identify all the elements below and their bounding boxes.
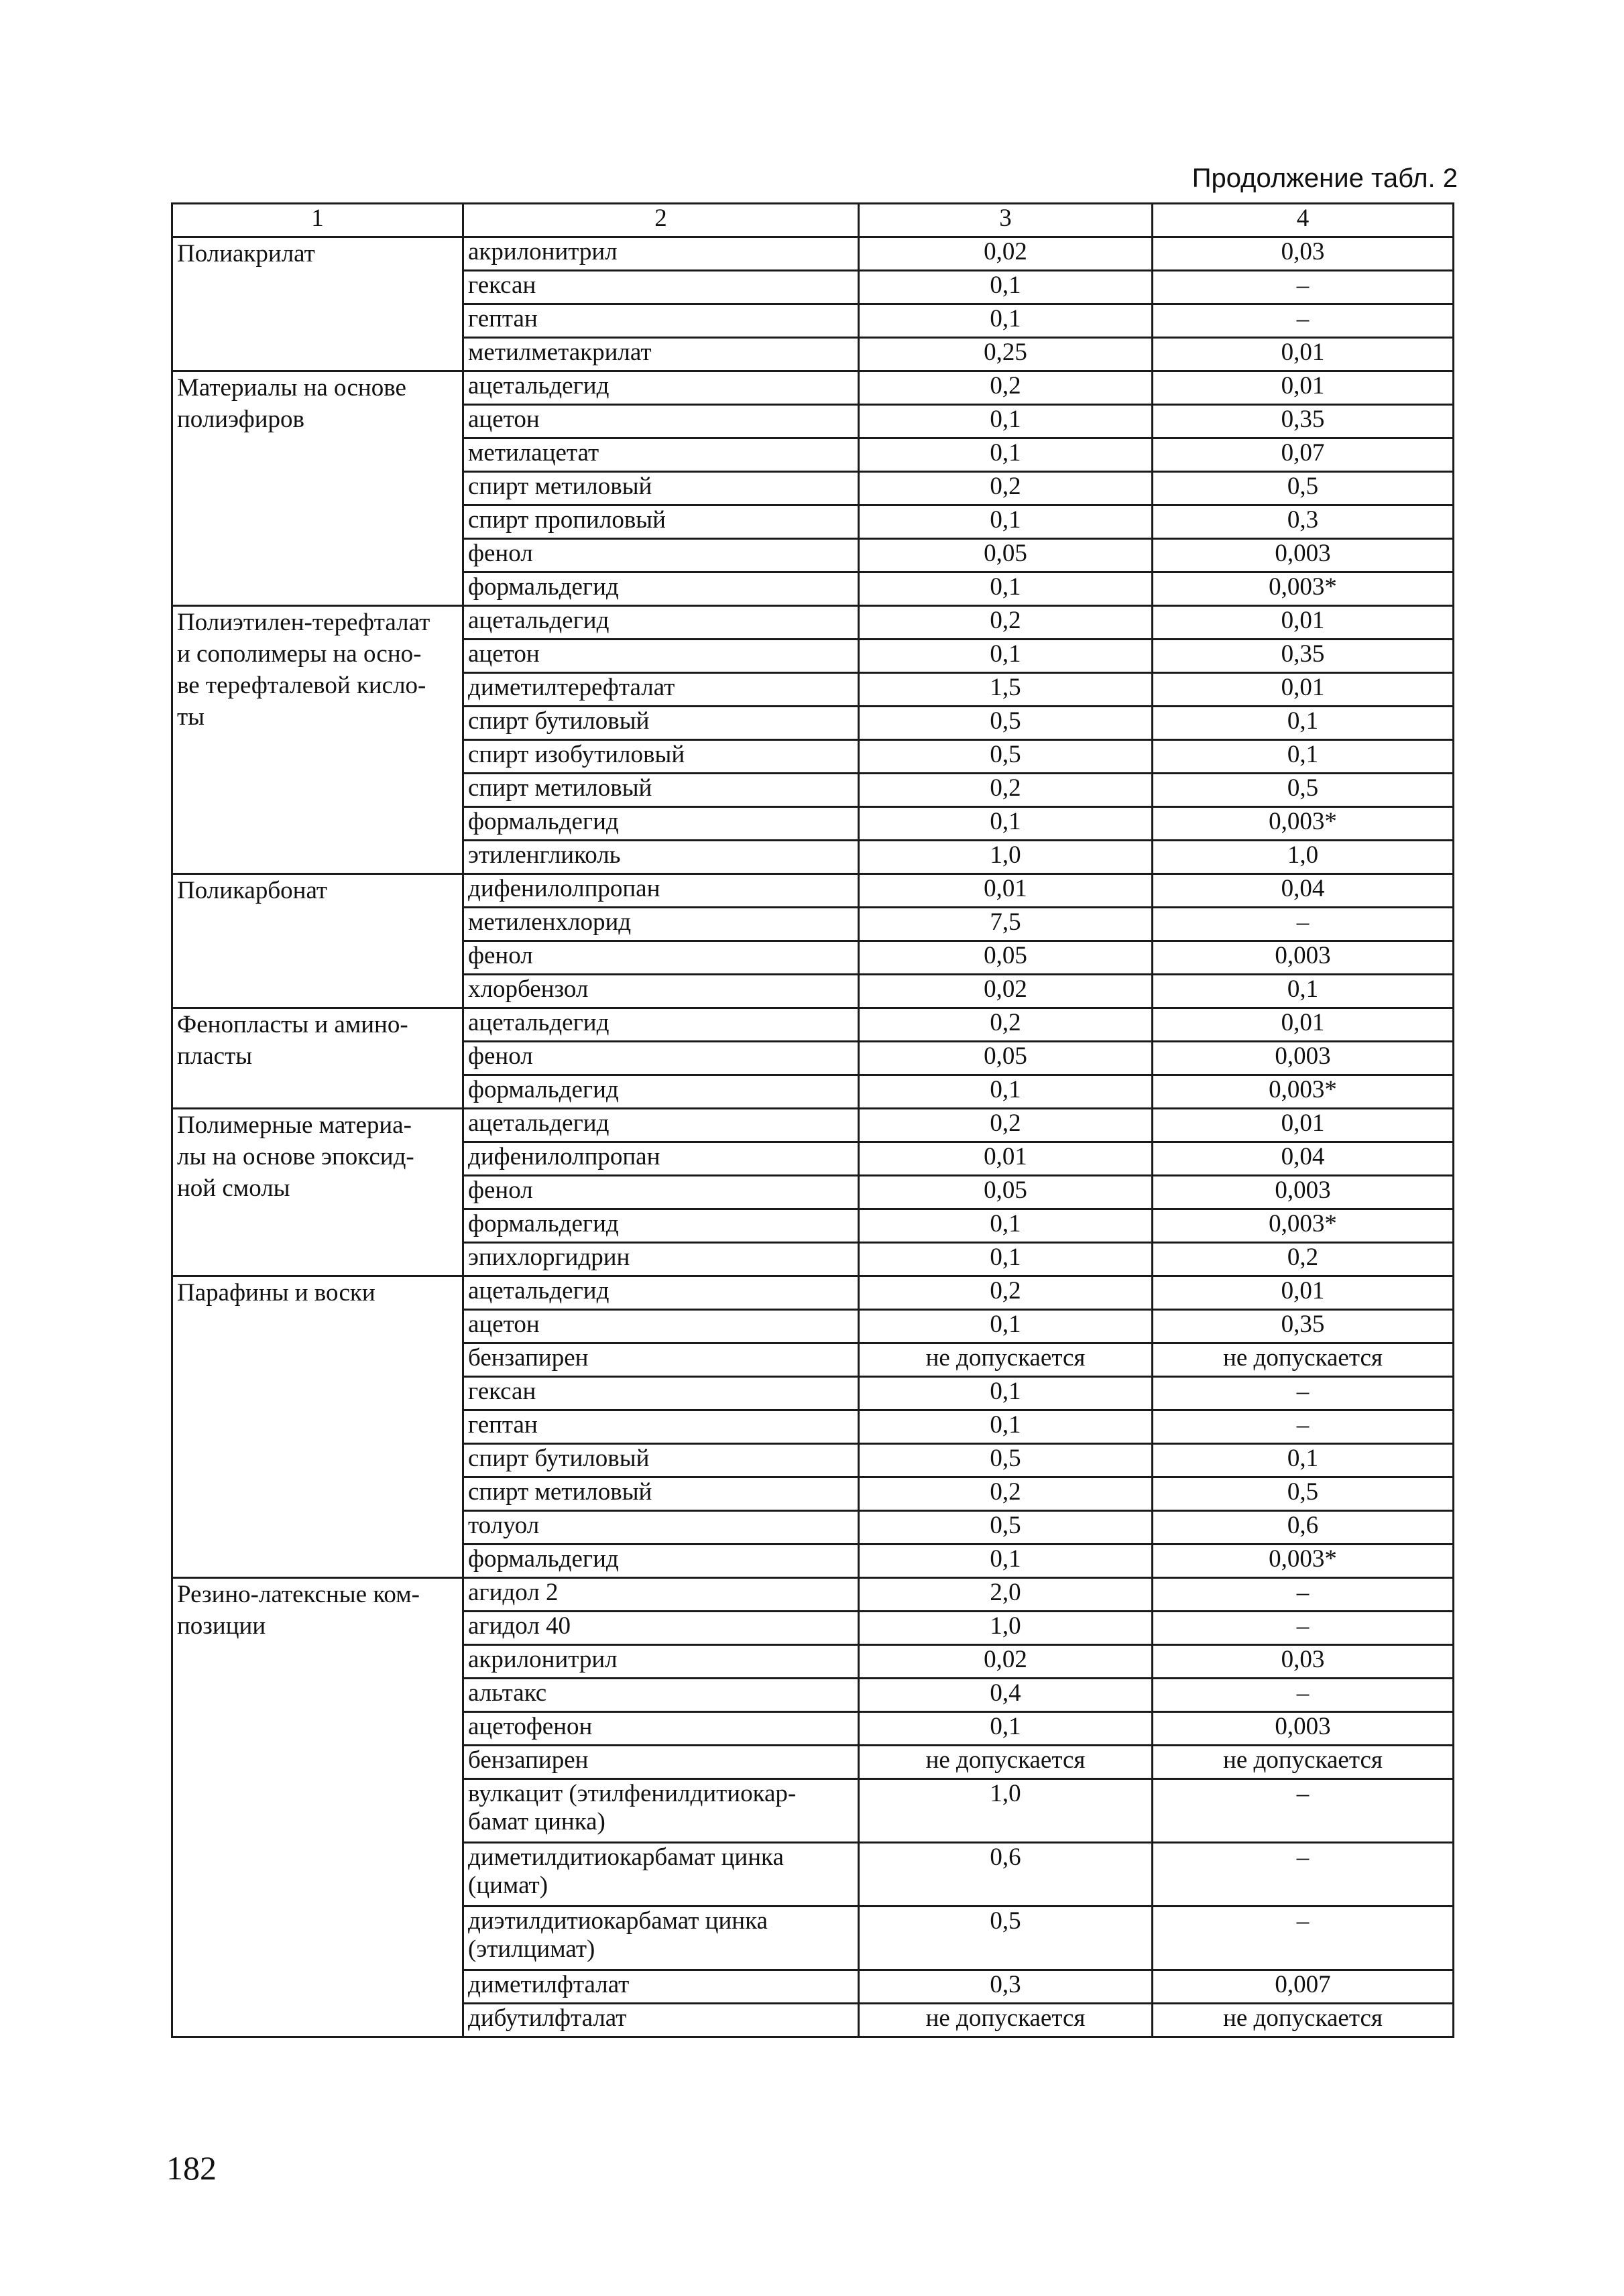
value-cell-col3: не допускается — [859, 2004, 1153, 2037]
value-cell-col3: 0,1 — [859, 640, 1153, 673]
value-cell-col3: 0,1 — [859, 1545, 1153, 1578]
value-cell-col3: не допускается — [859, 1746, 1153, 1779]
value-cell-col4: 0,07 — [1153, 438, 1454, 472]
table-row — [172, 606, 1454, 640]
value-cell-col4: не допускается — [1153, 1343, 1454, 1377]
value-cell-col4: 0,003 — [1153, 1176, 1454, 1209]
header-cell-3: 3 — [859, 204, 1153, 237]
material-cell: Полиакрилат — [172, 237, 463, 371]
value-cell-col3: 0,2 — [859, 472, 1153, 505]
substance-cell: метилацетат — [463, 438, 859, 472]
substance-cell: бензапирен — [463, 1343, 859, 1377]
substance-cell: ацетальдегид — [463, 1008, 859, 1042]
value-cell-col4: 0,5 — [1153, 1477, 1454, 1511]
substance-cell: ацетальдегид — [463, 371, 859, 405]
table-caption: Продолжение табл. 2 — [1192, 164, 1458, 193]
substance-cell: диметилдитиокарбамат цинка (цимат) — [463, 1843, 859, 1907]
value-cell-col3: 0,1 — [859, 1410, 1153, 1444]
substance-cell: спирт метиловый — [463, 774, 859, 807]
value-cell-col3: не допускается — [859, 1343, 1153, 1377]
material-cell: Полиэтилен-терефталат и сополимеры на осно- ве терефталевой кисло- ты — [172, 606, 463, 874]
material-cell: Фенопласты и амино- пласты — [172, 1008, 463, 1109]
value-cell-col3: 0,25 — [859, 338, 1153, 371]
substance-cell: хлорбензол — [463, 975, 859, 1008]
value-cell-col3: 1,5 — [859, 673, 1153, 707]
value-cell-col3: 0,01 — [859, 874, 1153, 908]
value-cell-col3: 0,4 — [859, 1679, 1153, 1712]
value-cell-col4: 0,01 — [1153, 1109, 1454, 1142]
value-cell-col3: 0,01 — [859, 1142, 1153, 1176]
substance-cell: формальдегид — [463, 572, 859, 606]
substance-cell: фенол — [463, 941, 859, 975]
substance-cell: гексан — [463, 1377, 859, 1410]
value-cell-col4: – — [1153, 1679, 1454, 1712]
value-cell-col3: 0,1 — [859, 271, 1153, 304]
value-cell-col4: 0,1 — [1153, 707, 1454, 740]
value-cell-col3: 0,05 — [859, 941, 1153, 975]
value-cell-col3: 7,5 — [859, 908, 1153, 941]
value-cell-col4: 0,003* — [1153, 572, 1454, 606]
value-cell-col3: 0,1 — [859, 505, 1153, 539]
header-cell-4: 4 — [1153, 204, 1454, 237]
value-cell-col4: 0,003 — [1153, 539, 1454, 572]
material-cell: Резино-латексные ком- позиции — [172, 1578, 463, 2037]
value-cell-col4: 0,5 — [1153, 472, 1454, 505]
value-cell-col3: 0,2 — [859, 1477, 1153, 1511]
value-cell-col3: 0,1 — [859, 572, 1153, 606]
value-cell-col4: – — [1153, 1779, 1454, 1843]
value-cell-col4: 0,01 — [1153, 338, 1454, 371]
value-cell-col3: 0,5 — [859, 1444, 1153, 1477]
page-number: 182 — [166, 2149, 217, 2187]
value-cell-col4: 0,01 — [1153, 1008, 1454, 1042]
substance-cell: метиленхлорид — [463, 908, 859, 941]
value-cell-col4: – — [1153, 1578, 1454, 1612]
value-cell-col3: 0,1 — [859, 1075, 1153, 1109]
value-cell-col3: 0,05 — [859, 1042, 1153, 1075]
table-row — [172, 874, 1454, 908]
value-cell-col3: 0,05 — [859, 1176, 1153, 1209]
substance-cell: фенол — [463, 1176, 859, 1209]
table-row — [172, 371, 1454, 405]
value-cell-col4: 0,003* — [1153, 1545, 1454, 1578]
substance-cell: ацетон — [463, 640, 859, 673]
value-cell-col4: 0,003 — [1153, 1712, 1454, 1746]
substance-cell: агидол 40 — [463, 1612, 859, 1645]
value-cell-col4: 1,0 — [1153, 841, 1454, 874]
value-cell-col4: 0,1 — [1153, 740, 1454, 774]
value-cell-col4: 0,35 — [1153, 640, 1454, 673]
value-cell-col3: 0,1 — [859, 1243, 1153, 1276]
substance-cell: гексан — [463, 271, 859, 304]
substance-cell: формальдегид — [463, 1545, 859, 1578]
value-cell-col3: 0,1 — [859, 438, 1153, 472]
substance-cell: вулкацит (этилфенилдитиокар- бамат цинка) — [463, 1779, 859, 1843]
substance-cell: спирт изобутиловый — [463, 740, 859, 774]
value-cell-col4: 0,04 — [1153, 874, 1454, 908]
substance-cell: гептан — [463, 1410, 859, 1444]
limits-table — [171, 202, 1454, 2038]
value-cell-col3: 1,0 — [859, 1779, 1153, 1843]
value-cell-col4: – — [1153, 1907, 1454, 1970]
substance-cell: ацетон — [463, 1310, 859, 1343]
substance-cell: диметилфталат — [463, 1970, 859, 2004]
value-cell-col3: 0,2 — [859, 1109, 1153, 1142]
substance-cell: акрилонитрил — [463, 1645, 859, 1679]
value-cell-col3: 0,05 — [859, 539, 1153, 572]
substance-cell: толуол — [463, 1511, 859, 1545]
value-cell-col3: 0,5 — [859, 707, 1153, 740]
value-cell-col4: 0,01 — [1153, 673, 1454, 707]
substance-cell: агидол 2 — [463, 1578, 859, 1612]
table-row — [172, 1008, 1454, 1042]
value-cell-col4: не допускается — [1153, 1746, 1454, 1779]
value-cell-col3: 0,1 — [859, 1712, 1153, 1746]
substance-cell: гептан — [463, 304, 859, 338]
substance-cell: спирт пропиловый — [463, 505, 859, 539]
value-cell-col3: 0,2 — [859, 774, 1153, 807]
value-cell-col3: 0,02 — [859, 975, 1153, 1008]
value-cell-col3: 0,1 — [859, 405, 1153, 438]
value-cell-col4: 0,003 — [1153, 1042, 1454, 1075]
substance-cell: ацетальдегид — [463, 1109, 859, 1142]
header-row — [172, 204, 1454, 237]
value-cell-col4: 0,35 — [1153, 1310, 1454, 1343]
value-cell-col3: 0,1 — [859, 807, 1153, 841]
header-cell-1: 1 — [172, 204, 463, 237]
value-cell-col4: 0,2 — [1153, 1243, 1454, 1276]
value-cell-col3: 0,02 — [859, 1645, 1153, 1679]
value-cell-col3: 0,02 — [859, 237, 1153, 271]
value-cell-col3: 0,2 — [859, 606, 1153, 640]
value-cell-col4: 0,003 — [1153, 941, 1454, 975]
header-cell-2: 2 — [463, 204, 859, 237]
value-cell-col4: 0,6 — [1153, 1511, 1454, 1545]
value-cell-col3: 0,1 — [859, 1377, 1153, 1410]
value-cell-col4: 0,35 — [1153, 405, 1454, 438]
value-cell-col3: 0,5 — [859, 1907, 1153, 1970]
substance-cell: ацетальдегид — [463, 1276, 859, 1310]
table-body — [172, 204, 1454, 2037]
value-cell-col4: 0,03 — [1153, 237, 1454, 271]
substance-cell: спирт метиловый — [463, 472, 859, 505]
substance-cell: ацетофенон — [463, 1712, 859, 1746]
substance-cell: акрилонитрил — [463, 237, 859, 271]
substance-cell: спирт бутиловый — [463, 1444, 859, 1477]
substance-cell: диэтилдитиокарбамат цинка (этилцимат) — [463, 1907, 859, 1970]
substance-cell: дибутилфталат — [463, 2004, 859, 2037]
value-cell-col3: 0,2 — [859, 1276, 1153, 1310]
value-cell-col4: – — [1153, 1612, 1454, 1645]
substance-cell: диметилтерефталат — [463, 673, 859, 707]
value-cell-col3: 0,2 — [859, 1008, 1153, 1042]
value-cell-col3: 0,1 — [859, 1209, 1153, 1243]
table-row — [172, 237, 1454, 271]
substance-cell: формальдегид — [463, 807, 859, 841]
value-cell-col4: 0,007 — [1153, 1970, 1454, 2004]
value-cell-col4: 0,1 — [1153, 975, 1454, 1008]
value-cell-col4: 0,5 — [1153, 774, 1454, 807]
value-cell-col3: 0,5 — [859, 740, 1153, 774]
value-cell-col3: 0,3 — [859, 1970, 1153, 2004]
value-cell-col3: 0,6 — [859, 1843, 1153, 1907]
substance-cell: бензапирен — [463, 1746, 859, 1779]
value-cell-col4: 0,1 — [1153, 1444, 1454, 1477]
value-cell-col4: – — [1153, 1410, 1454, 1444]
substance-cell: эпихлоргидрин — [463, 1243, 859, 1276]
value-cell-col4: 0,3 — [1153, 505, 1454, 539]
substance-cell: метилметакрилат — [463, 338, 859, 371]
substance-cell: формальдегид — [463, 1209, 859, 1243]
value-cell-col4: – — [1153, 908, 1454, 941]
value-cell-col4: – — [1153, 1843, 1454, 1907]
value-cell-col4: 0,03 — [1153, 1645, 1454, 1679]
substance-cell: дифенилолпропан — [463, 874, 859, 908]
substance-cell: фенол — [463, 1042, 859, 1075]
value-cell-col3: 2,0 — [859, 1578, 1153, 1612]
substance-cell: спирт метиловый — [463, 1477, 859, 1511]
substance-cell: альтакс — [463, 1679, 859, 1712]
substance-cell: спирт бутиловый — [463, 707, 859, 740]
value-cell-col4: 0,003* — [1153, 807, 1454, 841]
value-cell-col4: 0,01 — [1153, 606, 1454, 640]
value-cell-col3: 0,2 — [859, 371, 1153, 405]
material-cell: Полимерные материа- лы на основе эпоксид- ной смолы — [172, 1109, 463, 1276]
value-cell-col3: 0,1 — [859, 304, 1153, 338]
material-cell: Парафины и воски — [172, 1276, 463, 1578]
value-cell-col4: – — [1153, 1377, 1454, 1410]
substance-cell: дифенилолпропан — [463, 1142, 859, 1176]
substance-cell: ацетон — [463, 405, 859, 438]
value-cell-col3: 1,0 — [859, 841, 1153, 874]
table-row — [172, 1276, 1454, 1310]
value-cell-col4: 0,01 — [1153, 371, 1454, 405]
material-cell: Поликарбонат — [172, 874, 463, 1008]
substance-cell: этиленгликоль — [463, 841, 859, 874]
value-cell-col4: не допускается — [1153, 2004, 1454, 2037]
substance-cell: формальдегид — [463, 1075, 859, 1109]
value-cell-col4: 0,04 — [1153, 1142, 1454, 1176]
value-cell-col4: 0,01 — [1153, 1276, 1454, 1310]
value-cell-col3: 0,5 — [859, 1511, 1153, 1545]
material-cell: Материалы на основе полиэфиров — [172, 371, 463, 606]
value-cell-col3: 1,0 — [859, 1612, 1153, 1645]
value-cell-col4: – — [1153, 271, 1454, 304]
substance-cell: ацетальдегид — [463, 606, 859, 640]
value-cell-col4: – — [1153, 304, 1454, 338]
value-cell-col4: 0,003* — [1153, 1209, 1454, 1243]
value-cell-col4: 0,003* — [1153, 1075, 1454, 1109]
table-row — [172, 1109, 1454, 1142]
table-row — [172, 1578, 1454, 1612]
substance-cell: фенол — [463, 539, 859, 572]
value-cell-col3: 0,1 — [859, 1310, 1153, 1343]
